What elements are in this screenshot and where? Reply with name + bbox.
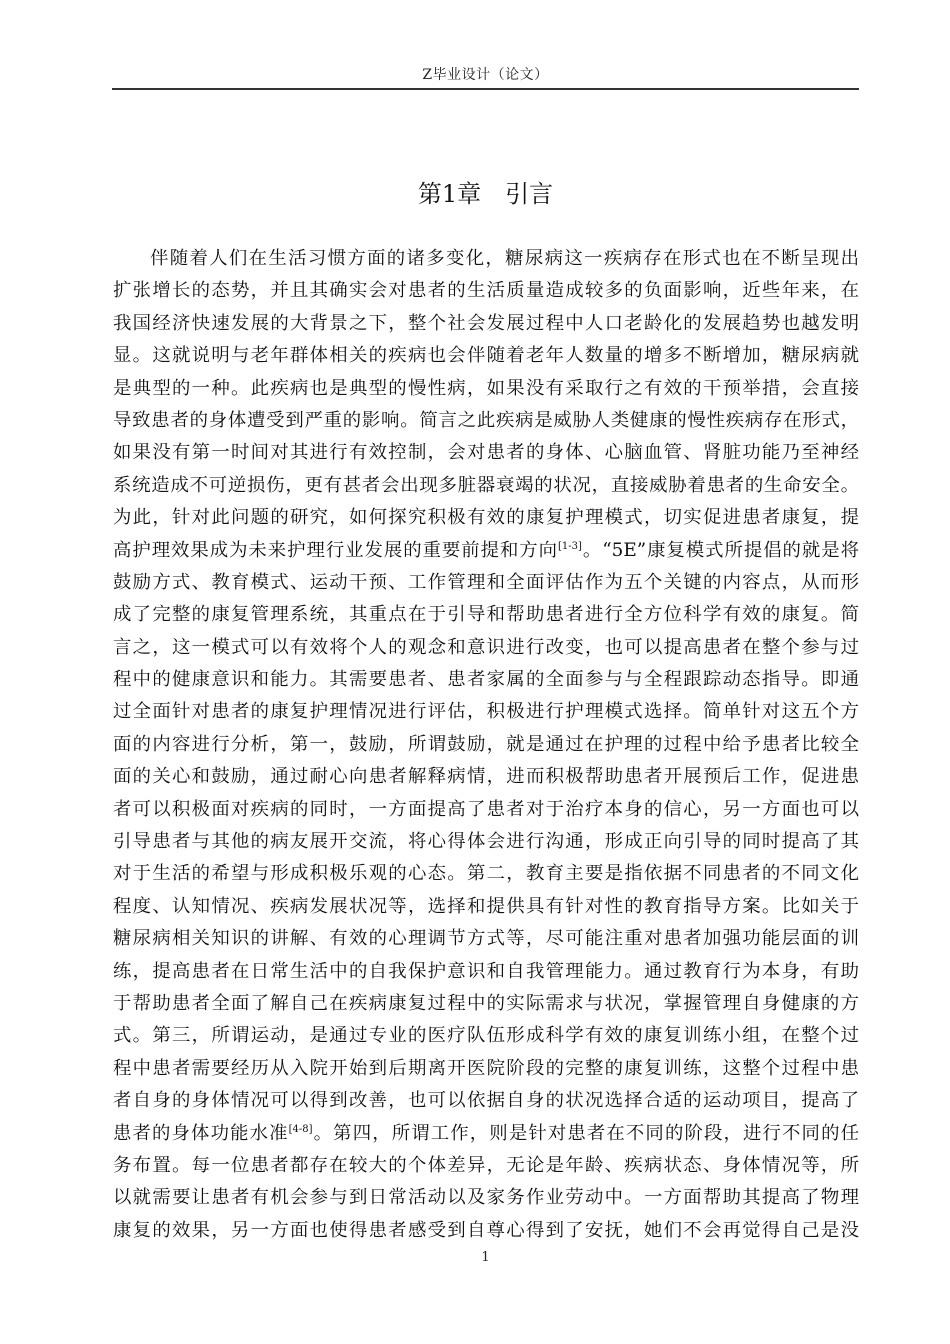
text-line: 引导患者与其他的病友展开交流，将心得体会进行沟通，形成正向引导的同时提高了其 <box>113 831 859 853</box>
text-line: 显。这就说明与老年群体相关的疾病也会伴随着老年人数量的增多不断增加，糖尿病就 <box>113 345 859 367</box>
text-segment: 患者的身体功能水准 <box>113 1122 289 1144</box>
text-line: 导致患者的身体遭受到严重的影响。简言之此疾病是威胁人类健康的慢性疾病存在形式， <box>113 409 859 431</box>
page-header-title: Z毕业设计（论文） <box>422 67 549 83</box>
text-line: 是典型的一种。此疾病也是典型的慢性病，如果没有采取行之有效的干预举措，会直接 <box>113 377 859 399</box>
text-line: 于帮助患者全面了解自己在疾病康复过程中的实际需求与状况，掌握管理自身健康的方 <box>113 992 859 1014</box>
text-segment: 高护理效果成为未来护理行业发展的重要前提和方向 <box>113 539 559 561</box>
text-line-with-citation <box>113 535 859 567</box>
text-line: 系统造成不可逆损伤，更有甚者会出现多脏器衰竭的状况，直接威胁着患者的生命安全。 <box>113 474 859 496</box>
text-line: 练，提高患者在日常生活中的自我保护意识和自我管理能力。通过教育行为本身，有助 <box>113 960 859 982</box>
text-line: 面的内容进行分析，第一，鼓励，所谓鼓励，就是通过在护理的过程中给予患者比较全 <box>113 733 859 755</box>
text-line: 言之，这一模式可以有效将个人的观念和意识进行改变，也可以提高患者在整个参与过 <box>113 636 859 658</box>
text-line: 对于生活的希望与形成积极乐观的心态。第二，教育主要是指依据不同患者的不同文化 <box>113 863 859 885</box>
text-line: 康复的效果，另一方面也使得患者感受到自尊心得到了安抚，她们不会再觉得自己是没 <box>113 1219 859 1241</box>
text-segment: 。“5E”康复模式所提倡的就是将 <box>581 539 859 561</box>
text-line-with-citation <box>113 1118 859 1150</box>
text-line: 我国经济快速发展的大背景之下，整个社会发展过程中人口老龄化的发展趋势也越发明 <box>113 312 859 334</box>
text-segment: 。第四，所谓工作，则是针对患者在不同的阶段，进行不同的任 <box>312 1122 859 1144</box>
text-line: 程中的健康意识和能力。其需要患者、患者家属的全面参与与全程跟踪动态指导。即通 <box>113 669 859 691</box>
text-line: 面的关心和鼓励，通过耐心向患者解释病情，进而积极帮助患者开展预后工作，促进患 <box>113 766 859 788</box>
text-line: 糖尿病相关知识的讲解、有效的心理调节方式等，尽可能注重对患者加强功能层面的训 <box>113 928 859 950</box>
text-line: 程中患者需要经历从入院开始到后期离开医院阶段的完整的康复训练，这整个过程中患 <box>113 1057 859 1079</box>
text-line: 务布置。每一位患者都存在较大的个体差异，无论是年龄、疾病状态、身体情况等，所 <box>113 1154 859 1176</box>
text-line: 式。第三，所谓运动，是通过专业的医疗队伍形成科学有效的康复训练小组，在整个过 <box>113 1025 859 1047</box>
body-paragraph <box>113 243 859 1247</box>
citation-reference: [4-8] <box>288 1123 313 1135</box>
text-line: 为此，针对此问题的研究，如何探究积极有效的康复护理模式，切实促进患者康复，提 <box>113 507 859 529</box>
page-number: 1 <box>481 1250 490 1265</box>
citation-reference: [1-3] <box>558 540 582 552</box>
text-line: 程度、认知情况、疾病发展状况等，选择和提供具有针对性的教育指导方案。比如关于 <box>113 895 859 917</box>
text-line: 以就需要让患者有机会参与到日常活动以及家务作业劳动中。一方面帮助其提高了物理 <box>113 1187 859 1209</box>
text-line: 扩张增长的态势，并且其确实会对患者的生活质量造成较多的负面影响，近些年来，在 <box>113 280 859 302</box>
header-rule <box>112 88 859 90</box>
text-line: 者自身的身体情况可以得到改善，也可以依据自身的状况选择合适的运动项目，提高了 <box>113 1090 859 1112</box>
chapter-title: 第1章 引言 <box>417 180 554 208</box>
text-line: 鼓励方式、教育模式、运动干预、工作管理和全面评估作为五个关键的内容点，从而形 <box>113 571 859 593</box>
text-line: 成了完整的康复管理系统，其重点在于引导和帮助患者进行全方位科学有效的康复。简 <box>113 604 859 626</box>
text-line: 伴随着人们在生活习惯方面的诸多变化，糖尿病这一疾病存在形式也在不断呈现出 <box>150 248 859 269</box>
text-line: 过全面针对患者的康复护理情况进行评估，积极进行护理模式选择。简单针对这五个方 <box>113 701 859 723</box>
text-line: 如果没有第一时间对其进行有效控制，会对患者的身体、心脑血管、肾脏功能乃至神经 <box>113 442 859 464</box>
text-line: 者可以积极面对疾病的同时，一方面提高了患者对于治疗本身的信心，另一方面也可以 <box>113 798 859 820</box>
